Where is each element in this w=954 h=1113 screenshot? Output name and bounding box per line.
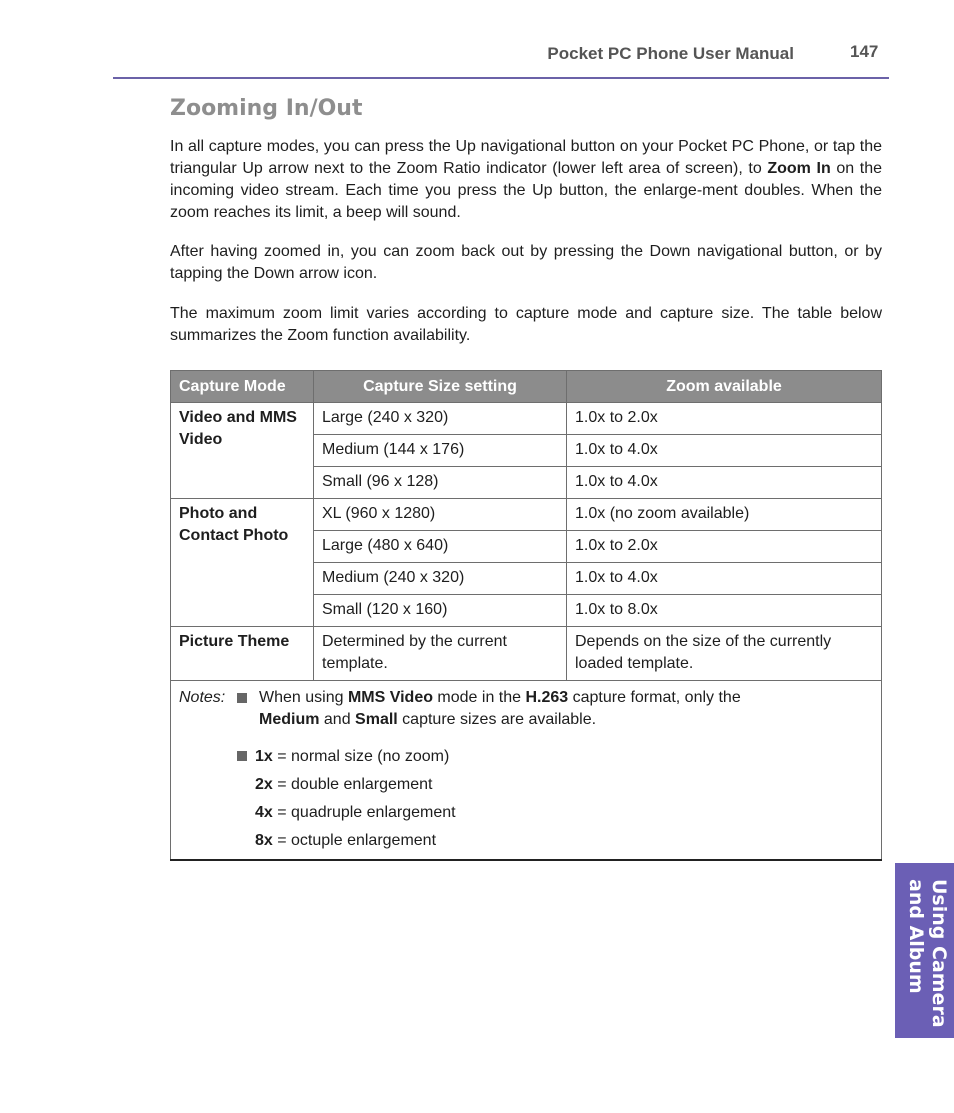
side-tab-label: Using Camera and Album — [905, 879, 950, 1028]
cell-zoom: 1.0x to 4.0x — [567, 467, 882, 499]
cell-size: Determined by the current template. — [314, 627, 567, 681]
cell-size: XL (960 x 1280) — [314, 499, 567, 531]
notes-cell — [171, 681, 882, 861]
cell-size: Medium (240 x 320) — [314, 563, 567, 595]
section-title: Zooming In/Out — [170, 96, 363, 121]
cell-zoom: 1.0x to 4.0x — [567, 563, 882, 595]
cell-zoom: 1.0x to 2.0x — [567, 531, 882, 563]
cell-mode: Video and MMS Video — [171, 403, 314, 499]
header-title: Pocket PC Phone User Manual — [547, 44, 794, 63]
list-item: 2x = double enlargement — [255, 776, 433, 793]
cell-size: Medium (144 x 176) — [314, 435, 567, 467]
notes-label: Notes: — [179, 689, 226, 706]
table-header-row — [171, 371, 882, 403]
table-row — [171, 627, 882, 681]
cell-size: Small (120 x 160) — [314, 595, 567, 627]
th-capture-size: Capture Size setting — [314, 371, 567, 403]
header-rule — [113, 77, 889, 79]
cell-zoom: 1.0x to 4.0x — [567, 435, 882, 467]
note-1 — [179, 687, 873, 731]
cell-size: Small (96 x 128) — [314, 467, 567, 499]
list-item: 4x = quadruple enlargement — [255, 804, 456, 821]
list-item: 8x = octuple enlargement — [255, 832, 437, 849]
cell-mode: Photo and Contact Photo — [171, 499, 314, 627]
th-capture-mode: Capture Mode — [171, 371, 314, 403]
note-1-text: When using MMS Video mode in the H.263 capture format, only the Medium and Small capture sizes are available. — [259, 689, 741, 728]
table-row — [171, 499, 882, 531]
cell-size: Large (480 x 640) — [314, 531, 567, 563]
zoom-levels-list — [237, 743, 873, 859]
p1-text-a: In all capture modes, you can press the Up navigational button on your Pocket PC Phone, or tap the triangular Up arrow next to the Zoom Ratio indicator (lower left area of screen), to — [170, 138, 882, 177]
chapter-side-tab[interactable] — [895, 863, 954, 1038]
cell-zoom: 1.0x to 8.0x — [567, 595, 882, 627]
table-row — [171, 403, 882, 435]
p1-text-b: on the incoming video stream. Each time you press the Up button, the enlarge-ment doubles. When the zoom reaches its limit, a beep will sound. — [170, 160, 883, 221]
cell-zoom: 1.0x to 2.0x — [567, 403, 882, 435]
p1-bold: Zoom In — [767, 160, 831, 177]
th-zoom-available: Zoom available — [567, 371, 882, 403]
notes-row — [171, 681, 882, 861]
zoom-table — [170, 370, 882, 861]
square-bullet-icon — [237, 751, 247, 761]
page-number: 147 — [850, 42, 879, 61]
cell-zoom: 1.0x (no zoom available) — [567, 499, 882, 531]
cell-mode: Picture Theme — [171, 627, 314, 681]
list-item: 1x = normal size (no zoom) — [237, 743, 873, 771]
paragraph-1 — [170, 136, 882, 224]
paragraph-3: The maximum zoom limit varies according to capture mode and capture size. The table below summarizes the Zoom function availability. — [170, 305, 882, 344]
paragraph-2: After having zoomed in, you can zoom back out by pressing the Down navigational button, or by tapping the Down arrow icon. — [170, 243, 882, 282]
cell-zoom: Depends on the size of the currently loaded template. — [567, 627, 882, 681]
square-bullet-icon — [237, 693, 247, 703]
cell-size: Large (240 x 320) — [314, 403, 567, 435]
